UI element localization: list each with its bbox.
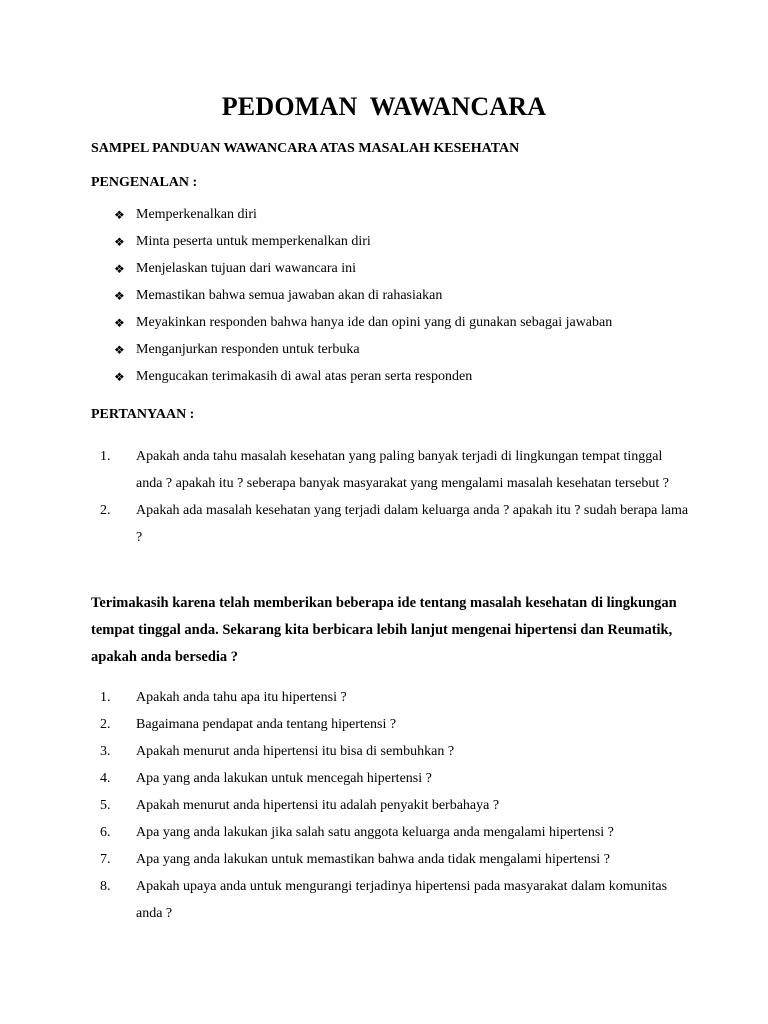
diamond-bullet-icon: ❖ — [114, 208, 125, 222]
question-item — [100, 738, 690, 765]
question-text: Apakah menurut anda hipertensi itu adalah penyakit berbahaya ? — [136, 798, 500, 813]
document-subtitle: SAMPEL PANDUAN WAWANCARA ATAS MASALAH KESEHATAN — [91, 141, 520, 156]
question-text: Apakah menurut anda hipertensi itu bisa di sembuhkan ? — [136, 744, 455, 759]
question-text: Bagaimana pendapat anda tentang hipertensi ? — [136, 717, 397, 732]
question-number: 7. — [100, 852, 111, 867]
question-text: Apakah anda tahu apa itu hipertensi ? — [136, 690, 347, 705]
list-item — [114, 205, 612, 232]
question-item — [100, 765, 690, 792]
question-number: 8. — [100, 879, 111, 894]
question-item — [100, 846, 690, 873]
question-text: Apakah ada masalah kesehatan yang terjadi dalam keluarga anda ? apakah itu ? sudah berapa lama ? — [136, 503, 689, 545]
question-item — [100, 792, 690, 819]
diamond-bullet-icon: ❖ — [114, 289, 125, 303]
list-item-text: Minta peserta untuk memperkenalkan diri — [136, 234, 371, 249]
question-text: Apa yang anda lakukan jika salah satu anggota keluarga anda mengalami hipertensi ? — [136, 825, 614, 840]
list-item — [114, 286, 612, 313]
question-list-hypertension — [100, 684, 690, 927]
question-number: 5. — [100, 798, 111, 813]
question-item — [100, 443, 690, 497]
questions-heading: PERTANYAAN : — [91, 407, 195, 422]
list-item-text: Memperkenalkan diri — [136, 207, 257, 222]
question-item — [100, 684, 690, 711]
list-item-text: Meyakinkan responden bahwa hanya ide dan opini yang di gunakan sebagai jawaban — [136, 315, 613, 330]
question-number: 1. — [100, 449, 111, 464]
list-item-text: Menganjurkan responden untuk terbuka — [136, 342, 360, 357]
list-item-text: Memastikan bahwa semua jawaban akan di rahasiakan — [136, 288, 443, 303]
diamond-bullet-icon: ❖ — [114, 316, 125, 330]
list-item — [114, 232, 612, 259]
intro-heading: PENGENALAN : — [91, 175, 198, 190]
question-number: 1. — [100, 690, 111, 705]
question-item — [100, 497, 690, 551]
list-item — [114, 259, 612, 286]
list-item — [114, 313, 612, 340]
intro-list — [114, 205, 612, 394]
list-item — [114, 367, 612, 394]
transition-paragraph: Terimakasih karena telah memberikan beberapa ide tentang masalah kesehatan di lingkungan tempat tinggal anda. Sekarang kita berbicara lebih lanjut mengenai hipertensi dan Reumatik, apakah anda bersedia ? — [91, 595, 677, 665]
list-item-text: Mengucakan terimakasih di awal atas peran serta responden — [136, 369, 473, 384]
question-number: 3. — [100, 744, 111, 759]
question-item — [100, 711, 690, 738]
page-title: PEDOMAN WAWANCARA — [221, 92, 547, 121]
diamond-bullet-icon: ❖ — [114, 262, 125, 276]
question-number: 2. — [100, 503, 111, 518]
diamond-bullet-icon: ❖ — [114, 235, 125, 249]
question-text: Apakah anda tahu masalah kesehatan yang paling banyak terjadi di lingkungan tempat tinggal anda ? apakah itu ? seberapa banyak masyarakat yang mengalami masalah kesehatan tersebut ? — [136, 449, 669, 491]
diamond-bullet-icon: ❖ — [114, 343, 125, 357]
list-item-text: Menjelaskan tujuan dari wawancara ini — [136, 261, 357, 276]
question-number: 2. — [100, 717, 111, 732]
question-text: Apa yang anda lakukan untuk mencegah hipertensi ? — [136, 771, 432, 786]
question-text: Apakah upaya anda untuk mengurangi terjadinya hipertensi pada masyarakat dalam komunitas anda ? — [136, 879, 668, 921]
question-item — [100, 873, 690, 927]
question-number: 4. — [100, 771, 111, 786]
question-list-general — [100, 443, 690, 551]
question-item — [100, 819, 690, 846]
list-item — [114, 340, 612, 367]
diamond-bullet-icon: ❖ — [114, 370, 125, 384]
question-number: 6. — [100, 825, 111, 840]
question-text: Apa yang anda lakukan untuk memastikan bahwa anda tidak mengalami hipertensi ? — [136, 852, 610, 867]
